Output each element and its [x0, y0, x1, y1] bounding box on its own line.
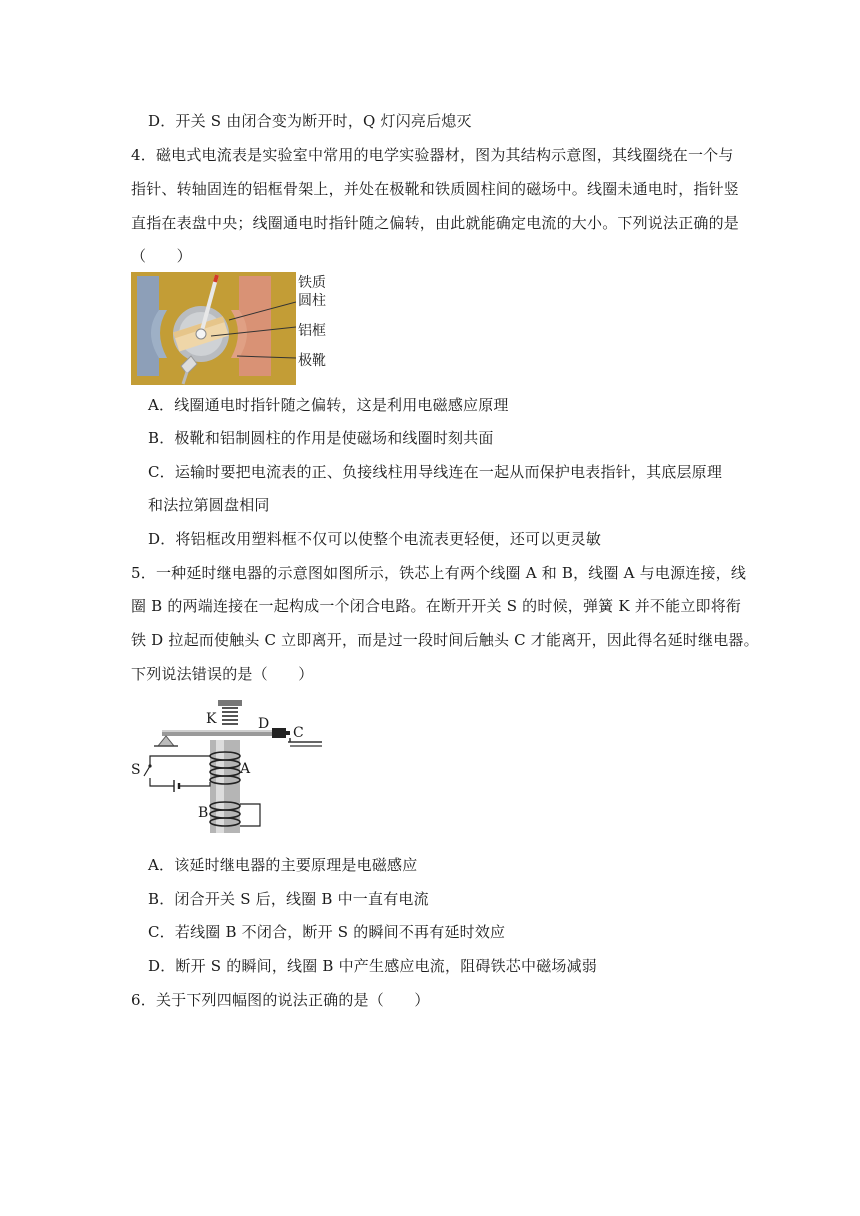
label-pole-shoe: 极靴 [298, 353, 326, 369]
q5-stem-line-1: 5．一种延时继电器的示意图如图所示，铁芯上有两个线圈 A 和 B，线圈 A 与电源连接，线 [131, 564, 747, 582]
label-switch-s: S [131, 762, 141, 778]
q4-stem-line-3: 直指在表盘中央；线圈通电时指针随之偏转，由此就能确定电流的大小。下列说法正确的是 [131, 214, 740, 232]
q5-option-c: C．若线圈 B 不闭合，断开 S 的瞬间不再有延时效应 [148, 923, 506, 941]
q4-stem-line-1: 4．磁电式电流表是实验室中常用的电学实验器材，图为其结构示意图，其线圈绕在一个与 [131, 146, 734, 164]
q4-stem-line-2: 指针、转轴固连的铝框骨架上，并处在极靴和铁质圆柱间的磁场中。线圈未通电时，指针竖 [131, 180, 740, 198]
q4-option-b: B．极靴和铝制圆柱的作用是使磁场和线圈时刻共面 [148, 429, 494, 447]
q5-option-b: B．闭合开关 S 后，线圈 B 中一直有电流 [148, 890, 429, 908]
q4-option-c-cont: 和法拉第圆盘相同 [148, 496, 270, 514]
label-coil-a: A [240, 761, 251, 777]
delay-relay-figure [130, 698, 325, 833]
q4-option-c: C．运输时要把电流表的正、负接线柱用导线连在一起从而保护电表指针，其底层原理 [148, 463, 723, 481]
q5-stem-line-4: 下列说法错误的是（ ） [131, 665, 314, 683]
q3-option-d: D．开关 S 由闭合变为断开时，Q 灯闪亮后熄灭 [148, 112, 472, 130]
label-armature-d: D [258, 716, 270, 732]
label-iron-2: 圆柱 [298, 293, 326, 309]
galvanometer-figure [131, 272, 296, 385]
q5-stem-line-3: 铁 D 拉起而使触头 C 立即离开，而是过一段时间后触头 C 才能离开，因此得名延时继电器。 [131, 631, 759, 649]
q4-option-a: A．线圈通电时指针随之偏转，这是利用电磁感应原理 [148, 396, 509, 414]
q4-option-d: D．将铝框改用塑料框不仅可以使整个电流表更轻便，还可以更灵敏 [148, 530, 602, 548]
q5-stem-line-2: 圈 B 的两端连接在一起构成一个闭合电路。在断开开关 S 的时候，弹簧 K 并不能立即将衔 [131, 597, 742, 615]
label-iron-1: 铁质 [298, 275, 326, 291]
label-contact-c: C [293, 725, 304, 741]
label-aluminum-frame: 铝框 [298, 323, 326, 339]
q6-stem: 6．关于下列四幅图的说法正确的是（ ） [131, 991, 430, 1009]
q4-stem-line-4: （ ） [131, 247, 192, 265]
q5-option-d: D．断开 S 的瞬间，线圈 B 中产生感应电流，阻碍铁芯中磁场减弱 [148, 957, 598, 975]
label-spring-k: K [206, 711, 217, 727]
q5-option-a: A．该延时继电器的主要原理是电磁感应 [148, 856, 418, 874]
label-coil-b: B [198, 805, 209, 821]
